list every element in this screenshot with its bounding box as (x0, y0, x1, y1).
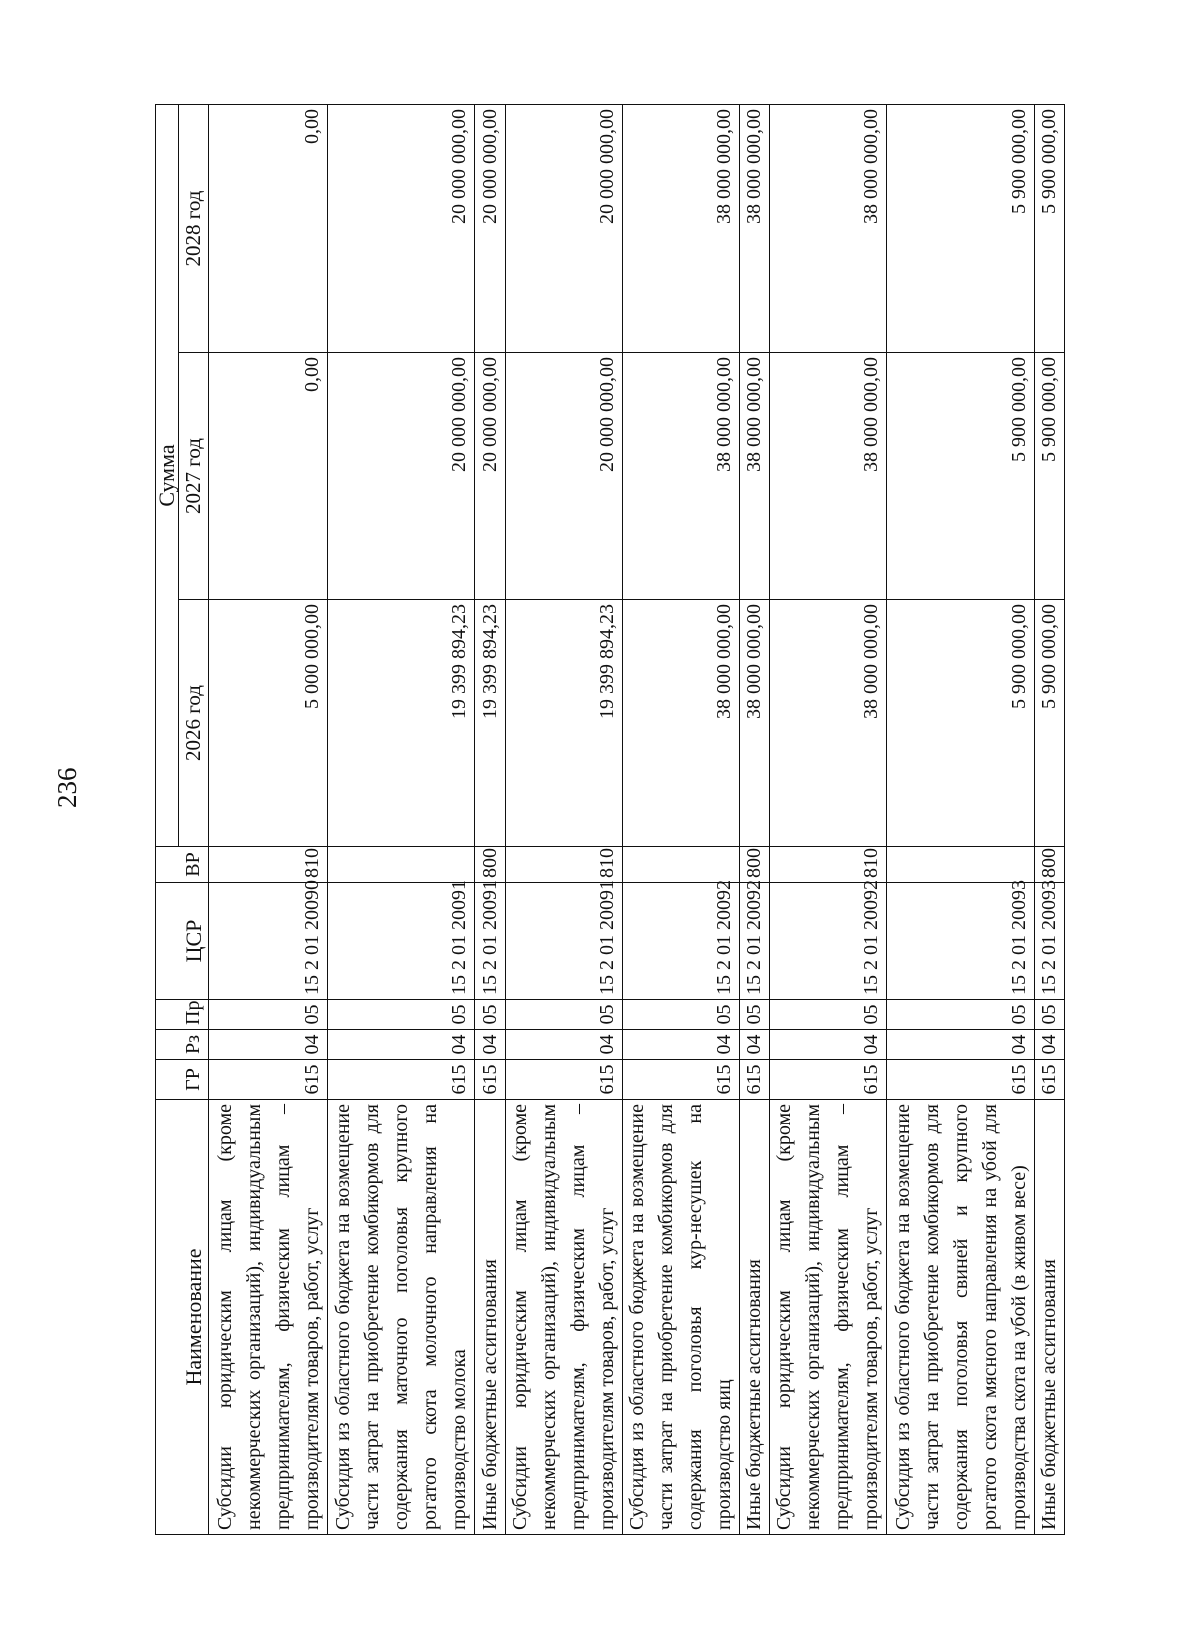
row-gr: 615 (209, 1060, 328, 1100)
row-rz: 04 (740, 1030, 770, 1060)
row-2026: 5 900 000,00 (887, 600, 1035, 847)
row-csr: 15 2 01 20093 (1035, 883, 1065, 1000)
row-2028: 5 900 000,00 (887, 105, 1035, 353)
row-name: Субсидии юридическим лицам (кроме некоммерческих организаций), индивидуальным предпринимателям, физическим лицам – производителям товаров, работ, услуг (209, 1100, 328, 1535)
row-2028: 38 000 000,00 (770, 105, 887, 353)
row-vr (328, 847, 475, 883)
row-vr (887, 847, 1035, 883)
table-row (770, 105, 887, 1535)
row-2027: 20 000 000,00 (328, 353, 475, 600)
row-2026: 19 399 894,23 (328, 600, 475, 847)
row-2028: 5 900 000,00 (1035, 105, 1065, 353)
row-2028: 0,00 (209, 105, 328, 353)
row-2027: 20 000 000,00 (475, 353, 506, 600)
row-pr: 05 (506, 1000, 623, 1030)
row-gr: 615 (475, 1060, 506, 1100)
row-name: Субсидии юридическим лицам (кроме некоммерческих организаций), индивидуальным предпринимателям, физическим лицам – производителям товаров, работ, услуг (770, 1100, 887, 1535)
row-name: Субсидия из областного бюджета на возмещение части затрат на приобретение комбикормов для содержания поголовья кур-несушек на производство яиц (623, 1100, 740, 1535)
col-header-vr: ВР (156, 847, 209, 883)
table-row (740, 105, 770, 1535)
row-rz: 04 (209, 1030, 328, 1060)
row-name: Субсидия из областного бюджета на возмещение части затрат на приобретение комбикормов для содержания маточного поголовья крупного рогатого скота молочного направления на производство молока (328, 1100, 475, 1535)
row-2028: 38 000 000,00 (623, 105, 740, 353)
row-2027: 38 000 000,00 (740, 353, 770, 600)
col-header-2028: 2028 год (179, 105, 209, 353)
row-csr: 15 2 01 20091 (506, 883, 623, 1000)
row-2027: 38 000 000,00 (770, 353, 887, 600)
row-pr: 05 (740, 1000, 770, 1030)
row-2026: 19 399 894,23 (475, 600, 506, 847)
row-gr: 615 (887, 1060, 1035, 1100)
row-gr: 615 (328, 1060, 475, 1100)
rotated-table-wrapper (154, 105, 1060, 1535)
row-vr: 800 (1035, 847, 1065, 883)
col-header-pr: Пр (156, 1000, 209, 1030)
row-rz: 04 (770, 1030, 887, 1060)
row-vr (623, 847, 740, 883)
row-vr: 810 (506, 847, 623, 883)
row-2028: 20 000 000,00 (506, 105, 623, 353)
row-name: Субсидия из областного бюджета на возмещение части затрат на приобретение комбикормов для содержания поголовья свиней и крупного рогатого скота мясного направления на убой для производства скота на убой (в живом весе) (887, 1100, 1035, 1535)
row-2027: 38 000 000,00 (623, 353, 740, 600)
row-rz: 04 (506, 1030, 623, 1060)
row-pr: 05 (209, 1000, 328, 1030)
table-row (623, 105, 740, 1535)
row-csr: 15 2 01 20090 (209, 883, 328, 1000)
row-name: Иные бюджетные ассигнования (740, 1100, 770, 1535)
table-row (209, 105, 328, 1535)
col-header-csr: ЦСР (156, 883, 209, 1000)
col-header-2026: 2026 год (179, 600, 209, 847)
row-csr: 15 2 01 20091 (475, 883, 506, 1000)
row-2028: 20 000 000,00 (475, 105, 506, 353)
row-2028: 20 000 000,00 (328, 105, 475, 353)
row-vr: 800 (475, 847, 506, 883)
col-header-rz: Рз (156, 1030, 209, 1060)
row-csr: 15 2 01 20093 (887, 883, 1035, 1000)
row-rz: 04 (328, 1030, 475, 1060)
row-rz: 04 (623, 1030, 740, 1060)
row-2026: 19 399 894,23 (506, 600, 623, 847)
row-2027: 5 900 000,00 (887, 353, 1035, 600)
row-csr: 15 2 01 20091 (328, 883, 475, 1000)
row-gr: 615 (506, 1060, 623, 1100)
row-vr: 810 (770, 847, 887, 883)
row-rz: 04 (475, 1030, 506, 1060)
row-gr: 615 (623, 1060, 740, 1100)
row-2026: 38 000 000,00 (770, 600, 887, 847)
col-header-2027: 2027 год (179, 353, 209, 600)
row-name: Субсидии юридическим лицам (кроме некоммерческих организаций), индивидуальным предпринимателям, физическим лицам – производителям товаров, работ, услуг (506, 1100, 623, 1535)
row-rz: 04 (1035, 1030, 1065, 1060)
table-row (475, 105, 506, 1535)
row-pr: 05 (475, 1000, 506, 1030)
row-pr: 05 (887, 1000, 1035, 1030)
header-row (156, 105, 179, 1535)
table-row (1035, 105, 1065, 1535)
row-2027: 5 900 000,00 (1035, 353, 1065, 600)
col-header-gr: ГР (156, 1060, 209, 1100)
row-vr: 810 (209, 847, 328, 883)
row-2026: 5 000 000,00 (209, 600, 328, 847)
row-name: Иные бюджетные ассигнования (475, 1100, 506, 1535)
row-pr: 05 (328, 1000, 475, 1030)
row-vr: 800 (740, 847, 770, 883)
row-gr: 615 (1035, 1060, 1065, 1100)
row-2026: 5 900 000,00 (1035, 600, 1065, 847)
row-pr: 05 (770, 1000, 887, 1030)
row-2028: 38 000 000,00 (740, 105, 770, 353)
row-pr: 05 (623, 1000, 740, 1030)
table-row (887, 105, 1035, 1535)
row-2026: 38 000 000,00 (740, 600, 770, 847)
page-number: 236 (52, 767, 82, 808)
row-2026: 38 000 000,00 (623, 600, 740, 847)
budget-table (155, 104, 1065, 1535)
row-gr: 615 (770, 1060, 887, 1100)
row-2027: 20 000 000,00 (506, 353, 623, 600)
row-name: Иные бюджетные ассигнования (1035, 1100, 1065, 1535)
row-csr: 15 2 01 20092 (740, 883, 770, 1000)
row-csr: 15 2 01 20092 (770, 883, 887, 1000)
row-rz: 04 (887, 1030, 1035, 1060)
row-pr: 05 (1035, 1000, 1065, 1030)
table-row (328, 105, 475, 1535)
row-2027: 0,00 (209, 353, 328, 600)
row-gr: 615 (740, 1060, 770, 1100)
col-header-sum: Сумма (156, 105, 179, 847)
table-row (506, 105, 623, 1535)
row-csr: 15 2 01 20092 (623, 883, 740, 1000)
col-header-name: Наименование (156, 1100, 209, 1535)
